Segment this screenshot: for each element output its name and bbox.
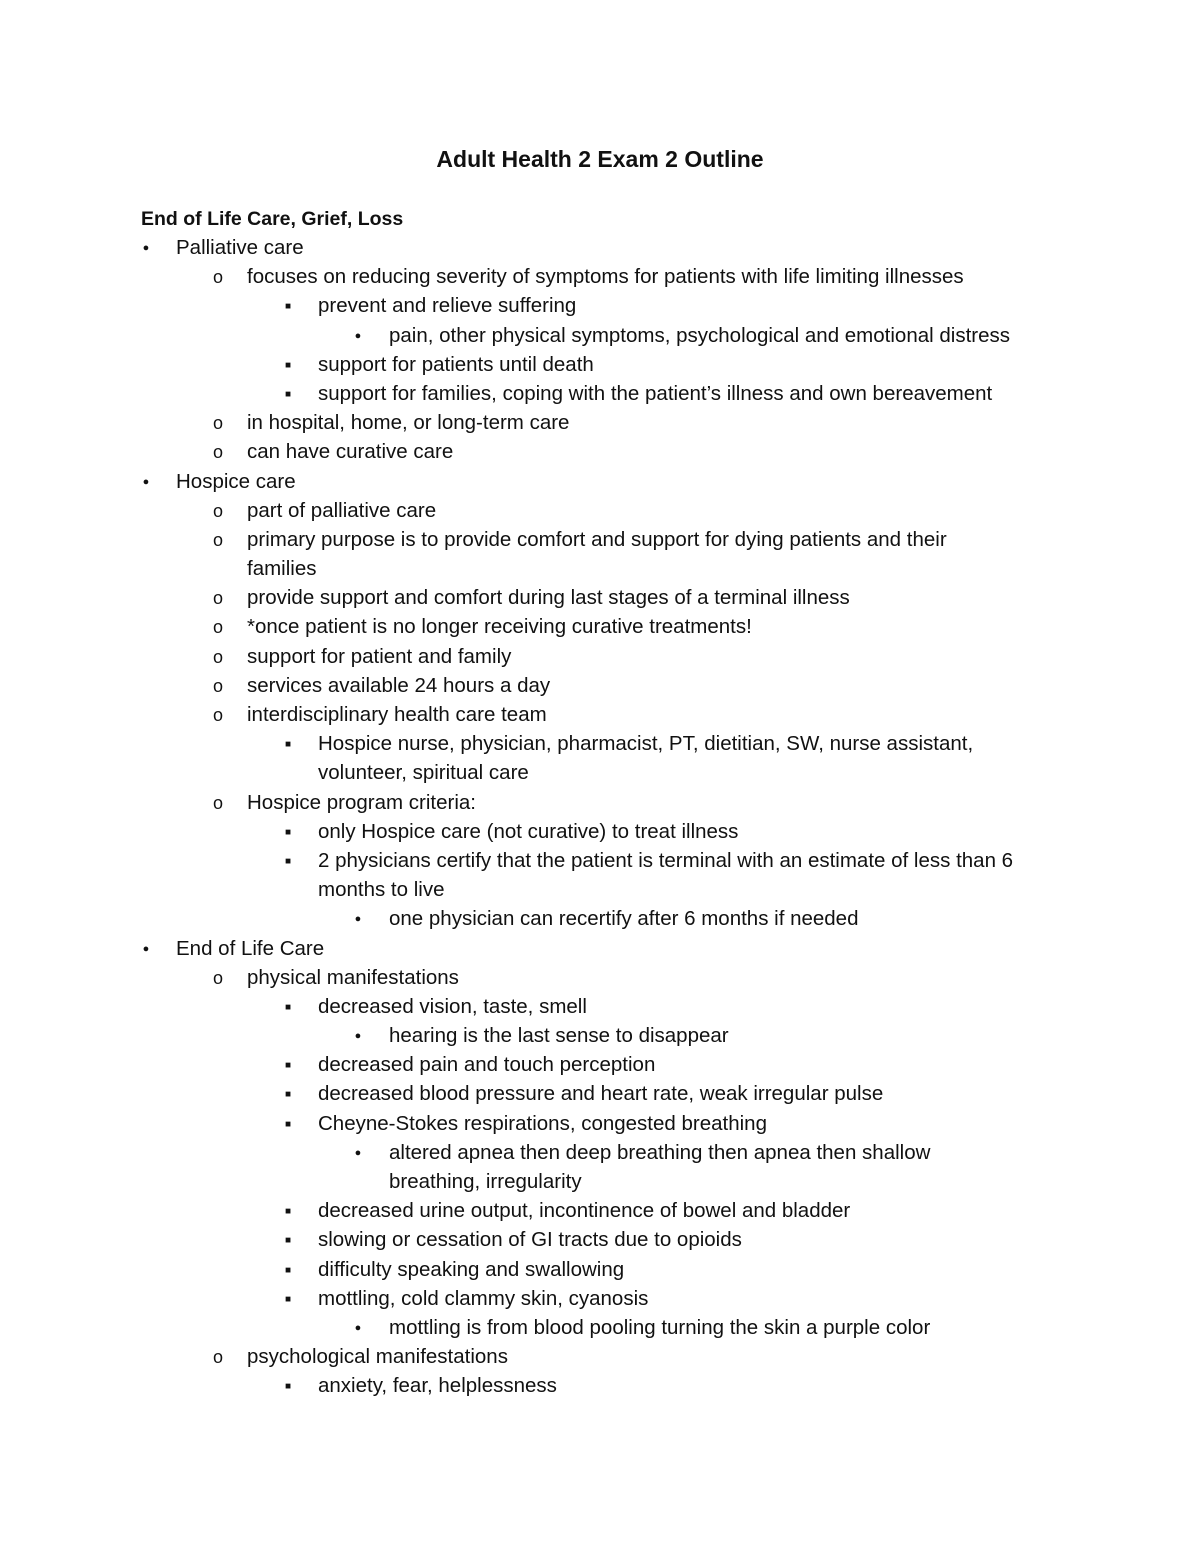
outline-item-text: one physician can recertify after 6 months if needed — [389, 907, 859, 931]
outline-item-text: can have curative care — [247, 440, 454, 464]
outline-item-text: decreased pain and touch perception — [318, 1053, 656, 1077]
outline-item-text: psychological manifestations — [247, 1345, 508, 1369]
outline-item-text: decreased blood pressure and heart rate, weak irregular pulse — [318, 1082, 884, 1106]
outline-item-text: prevent and relieve suffering — [318, 294, 577, 318]
outline-item-text: Hospice care — [176, 469, 296, 493]
outline-item-text: interdisciplinary health care team — [247, 703, 547, 726]
outline-item-level-3 — [0, 350, 1200, 379]
hollow-circle-bullet-icon — [209, 583, 227, 613]
outline-item-text: breathing, irregularity — [389, 1170, 582, 1193]
outline-item-text: families — [247, 557, 317, 581]
outline-item-level-2 — [0, 437, 1200, 466]
outline-item-level-3 — [0, 992, 1200, 1021]
outline-item-level-3 — [0, 846, 1200, 875]
outline-item-level-3 — [0, 291, 1200, 320]
outline-item-text: Palliative care — [176, 236, 304, 259]
outline-item-level-2 — [0, 671, 1200, 700]
outline-item-text: anxiety, fear, helplessness — [318, 1374, 557, 1398]
hollow-circle-bullet-icon — [209, 408, 227, 438]
outline-item-text: hearing is the last sense to disappear — [389, 1024, 729, 1048]
outline-item-text: *once patient is no longer receiving curative treatments! — [247, 615, 752, 639]
outline-item-text: primary purpose is to provide comfort and support for dying patients and their — [247, 527, 947, 551]
outline-item-text: volunteer, spiritual care — [318, 761, 529, 785]
outline-item-text: part of palliative care — [247, 498, 437, 522]
outline-item-text: Hospice nurse, physician, pharmacist, PT, dietitian, SW, nurse assistant, — [318, 732, 974, 756]
outline-item-text: provide support and comfort during last stages of a terminal illness — [247, 586, 850, 610]
outline-item-level-4 — [0, 321, 1200, 350]
outline-item-level-3 — [0, 758, 1200, 787]
outline-item-text: 2 physicians certify that the patient is terminal with an estimate of less than 6 — [318, 848, 1014, 872]
hollow-circle-bullet-icon — [209, 525, 227, 555]
hollow-circle-bullet-icon — [209, 496, 227, 526]
outline-item-level-2 — [0, 612, 1200, 641]
outline-item-text: in hospital, home, or long-term care — [247, 411, 570, 435]
outline-item-level-4 — [0, 904, 1200, 933]
hollow-circle-bullet-icon — [209, 642, 227, 672]
outline-item-text: decreased vision, taste, smell — [318, 994, 587, 1018]
outline-item-level-1 — [0, 467, 1200, 496]
outline-item-text: difficulty speaking and swallowing — [318, 1257, 625, 1281]
outline-item-level-2 — [0, 583, 1200, 612]
outline-item-text: physical manifestations — [247, 965, 459, 989]
hollow-circle-bullet-icon — [209, 612, 227, 642]
outline-item-level-3 — [0, 1371, 1200, 1400]
outline-item-text: mottling, cold clammy skin, cyanosis — [318, 1286, 649, 1310]
section-heading: End of Life Care, Grief, Loss — [141, 208, 404, 230]
outline-item-text: support for patient and family — [247, 644, 512, 668]
outline-item-level-3 — [0, 1284, 1200, 1313]
outline-item-level-1 — [0, 233, 1200, 262]
outline-item-level-3 — [0, 875, 1200, 904]
outline-item-text: support for families, coping with the patient’s illness and own bereavement — [318, 381, 993, 405]
hollow-circle-bullet-icon — [209, 437, 227, 467]
outline-item-text: months to live — [318, 878, 445, 902]
outline-item-level-1 — [0, 934, 1200, 963]
outline-item-text: Hospice program criteria: — [247, 790, 476, 814]
outline-item-level-3 — [0, 1225, 1200, 1254]
outline-item-level-2 — [0, 1342, 1200, 1371]
outline-item-level-2 — [0, 496, 1200, 525]
outline-item-level-2 — [0, 700, 1200, 729]
outline-item-level-3 — [0, 379, 1200, 408]
outline-item-level-2 — [0, 554, 1200, 583]
outline-item-level-3 — [0, 729, 1200, 758]
outline-item-level-3 — [0, 1196, 1200, 1225]
outline-item-text: only Hospice care (not curative) to treat illness — [318, 819, 739, 843]
outline-item-level-3 — [0, 1255, 1200, 1284]
outline-item-text: services available 24 hours a day — [247, 673, 551, 697]
outline-item-level-2 — [0, 642, 1200, 671]
outline-item-text: End of Life Care — [176, 936, 325, 960]
outline-list — [0, 233, 1200, 1401]
outline-item-text: support for patients until death — [318, 352, 594, 376]
outline-item-level-3 — [0, 817, 1200, 846]
outline-item-level-4 — [0, 1313, 1200, 1342]
outline-item-text: decreased urine output, incontinence of bowel and bladder — [318, 1199, 851, 1223]
hollow-circle-bullet-icon — [209, 963, 227, 993]
document-title: Adult Health 2 Exam 2 Outline — [436, 146, 764, 172]
outline-item-text: focuses on reducing severity of symptoms for patients with life limiting illnesses — [247, 265, 964, 289]
outline-item-text: Cheyne-Stokes respirations, congested breathing — [318, 1111, 767, 1135]
outline-item-level-3 — [0, 1079, 1200, 1108]
outline-item-text: slowing or cessation of GI tracts due to opioids — [318, 1228, 742, 1252]
outline-item-level-2 — [0, 963, 1200, 992]
hollow-circle-bullet-icon — [209, 262, 227, 292]
outline-item-level-4 — [0, 1138, 1200, 1167]
outline-item-level-3 — [0, 1050, 1200, 1079]
outline-item-level-4 — [0, 1167, 1200, 1196]
hollow-circle-bullet-icon — [209, 1342, 227, 1372]
outline-item-level-2 — [0, 262, 1200, 291]
hollow-circle-bullet-icon — [209, 788, 227, 818]
hollow-circle-bullet-icon — [209, 671, 227, 701]
outline-item-level-2 — [0, 408, 1200, 437]
outline-item-level-4 — [0, 1021, 1200, 1050]
outline-item-text: pain, other physical symptoms, psychological and emotional distress — [389, 323, 1010, 347]
hollow-circle-bullet-icon — [209, 700, 227, 730]
outline-item-level-2 — [0, 525, 1200, 554]
outline-item-level-2 — [0, 788, 1200, 817]
outline-item-level-3 — [0, 1109, 1200, 1138]
outline-item-text: altered apnea then deep breathing then apnea then shallow — [389, 1140, 931, 1164]
square-bullet-icon — [279, 1371, 297, 1404]
outline-item-text: mottling is from blood pooling turning the skin a purple color — [389, 1315, 931, 1339]
